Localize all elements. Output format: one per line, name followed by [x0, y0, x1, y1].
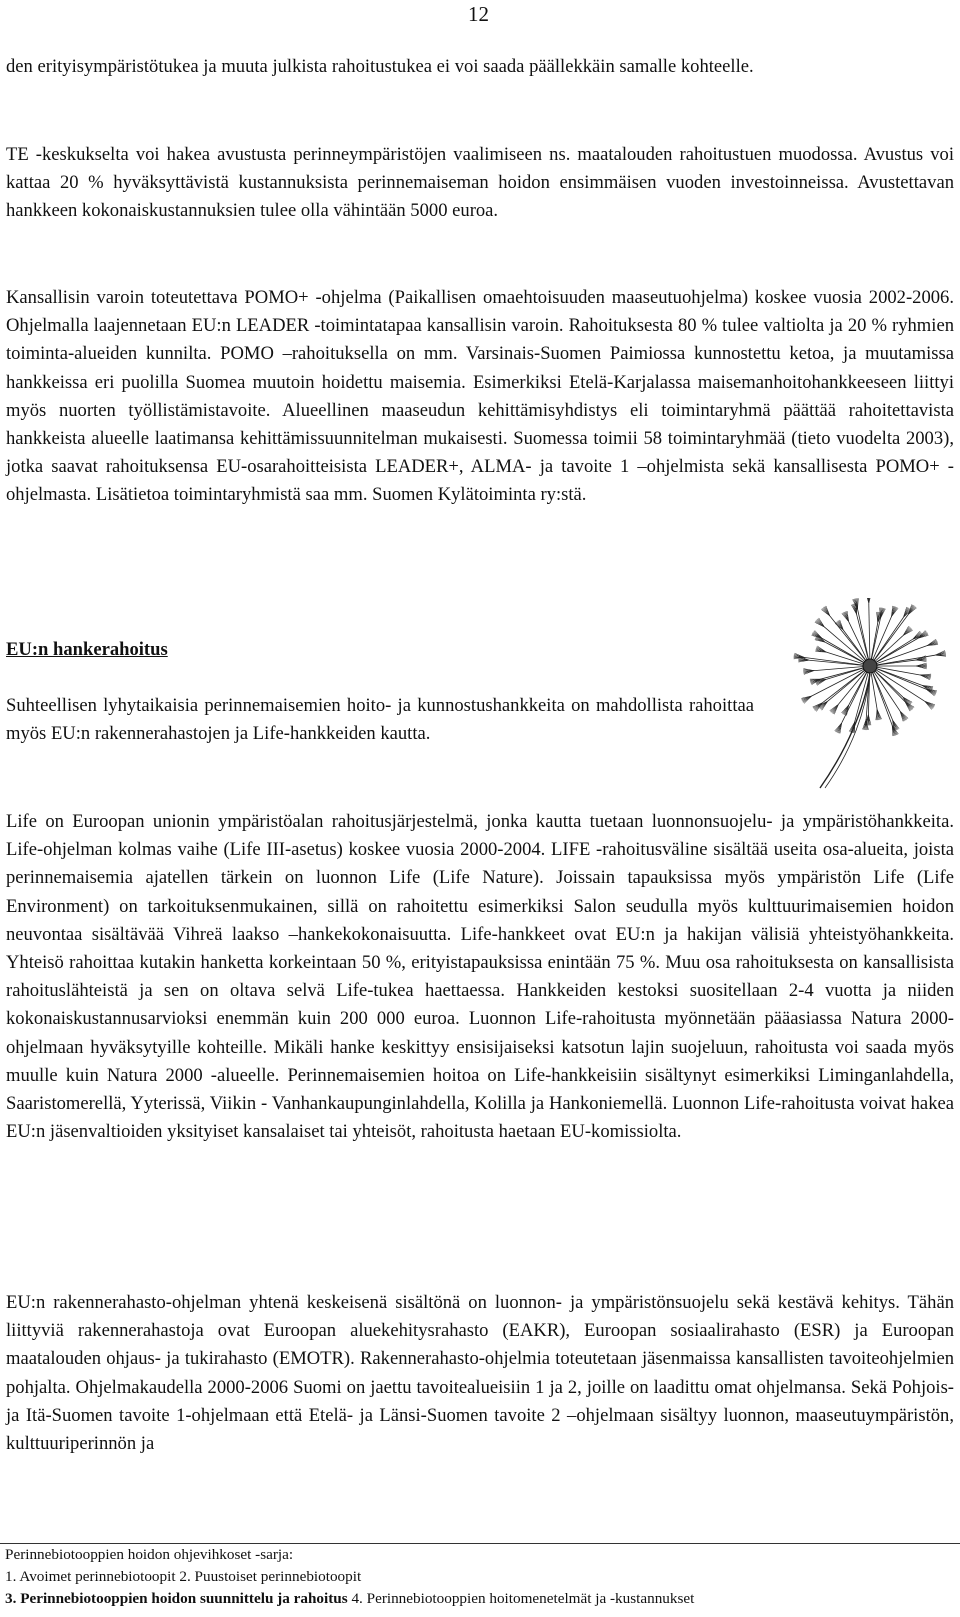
dandelion-illustration	[786, 598, 960, 790]
footer-series-list	[0, 1543, 960, 1610]
paragraph-intro: den erityisympäristötukea ja muuta julkista rahoitustukea ei voi saada päällekkäin samalle kohteelle.	[6, 56, 754, 77]
section-heading: EU:n hankerahoitus	[6, 639, 168, 660]
page-number: 12	[468, 2, 489, 26]
paragraph-te-keskus: TE -keskukselta voi hakea avustusta perinneympäristöjen vaalimiseen ns. maatalouden rahoitustuen muodossa. Avustus voi kattaa 20 % hyväksyttävistä kustannuksista perinnemaiseman hoidon ensimmäisen vuoden investoinneissa. Avustettavan hankkeen kokonaiskustannuksien tulee olla vähintään 5000 euroa.	[6, 144, 954, 222]
paragraph-life: Life on Euroopan unionin ympäristöalan rahoitusjärjestelmä, jonka kautta tuetaan luonnonsuojelu- ja ympäristöhankkeita. Life-ohjelman kolmas vaihe (Life III-asetus) koskee vuosia 2000-2004. LIFE -rahoitusväline sisältää useita osa-alueita, joista perinnemaisemia ajatellen tärkein on luonnon Life (Life Nature). Joissain tapauksissa myös ympäristön Life (Life Environment) on tarkoituksenmukainen, sillä on rahoitettu esimerkiksi Salon seudulla myös kulttuurimaisemien hoidon neuvontaa sisältävää Vihreä laakso –hankekokonaisuutta. Life-hankkeet ovat EU:n ja hakijan välisiä yhteistyöhankkeita. Yhteisö rahoittaa kutakin hanketta korkeintaan 50 %, erityistapauksissa enintään 75 %. Muu osa rahoituksesta on kansallisista rahoituslähteistä ja sen on oltava selvä Life-tukea haettaessa. Hankkeiden kestoksi suositellaan 2-4 vuotta ja niiden kokonaiskustannusarvioksi enemmän kuin 200 000 euroa. Luonnon Life-rahoitusta myönnetään pääasiassa Natura 2000-ohjelmaan hyväksytyille kohteille. Mikäli hanke keskittyy ensisijaiseksi katsotun lajin suojeluun, rahoitusta voi saada myös muulle kuin Natura 2000 -alueelle. Perinnemaisemien hoitoa on Life-hankkeisiin sisältynyt esimerkiksi Liminganlahdella, Saaristomerellä, Yyterissä, Viikin - Vanhankaupunginlahdella, Kolilla ja Hankoniemellä. Luonnon Life-rahoitusta voivat hakea EU:n jäsenvaltioiden yksityiset kansalaiset tai yhteisöt, rahoitusta haetaan EU-komissiolta.	[6, 811, 954, 1143]
paragraph-pomo: Kansallisin varoin toteutettava POMO+ -ohjelma (Paikallisen omaehtoisuuden maaseutuohjelma) koskee vuosia 2002-2006. Ohjelmalla laajennetaan EU:n LEADER -toimintatapaa kansallisin varoin. Rahoituksesta 80 % tulee valtiolta ja 20 % ryhmien toiminta-alueiden kunnilta. POMO –rahoituksella on mm. Varsinais-Suomen Paimiossa kunnostettu ketoa, ja muutamissa hankkeissa eri puolilla Suomea muutoin hoidettu maisemia. Esimerkiksi Etelä-Karjalassa maisemanhoitohankkeeseen liittyi myös nuorten työllistämistavoite. Alueellinen maaseudun kehittämisyhdistys eli toimintaryhmä päättää rahoitettavista hankkeista alueelle laatimansa kehittämissuunnitelman mukaisesti. Suomessa toimii 58 toimintaryhmää (tieto vuodelta 2003), jotka saavat rahoituksensa EU-osarahoitteisista LEADER+, ALMA- ja tavoite 1 –ohjelmista sekä kansallisesta POMO+ -ohjelmasta. Lisätietoa toimintaryhmistä saa mm. Suomen Kylätoiminta ry:stä.	[6, 287, 954, 506]
paragraph-eu-funding: Suhteellisen lyhytaikaisia perinnemaisemien hoito- ja kunnostushankkeita on mahdollista rahoittaa myös EU:n rakennerahastojen ja Life-hankkeiden kautta.	[6, 695, 754, 745]
footer-current-title: 3. Perinnebiotooppien hoidon suunnittelu ja rahoitus	[5, 1590, 348, 1607]
footer-line-3-rest: 4. Perinnebiotooppien hoitomenetelmät ja -kustannukset	[347, 1590, 695, 1607]
footer-series-title: Perinnebiotooppien hoidon ohjevihkoset -sarja:	[5, 1546, 294, 1563]
paragraph-structural-funds: EU:n rakennerahasto-ohjelman yhtenä keskeisenä sisältönä on luonnon- ja ympäristönsuojelu sekä kestävä kehitys. Tähän liittyviä rakennerahastoja ovat Euroopan aluekehitysrahasto (EAKR), Euroopan sosiaalirahasto (ESR) ja Euroopan maatalouden ohjaus- ja tukirahasto (EMOTR). Rakennerahasto-ohjelmia toteutetaan jäsenmaissa kansallisten tavoiteohjelmien pohjalta. Ohjelmakaudella 2000-2006 Suomi on jaettu tavoitealueisiin 1 ja 2, joille on laadittu omat ohjelmansa. Sekä Pohjois- ja Itä-Suomen tavoite 1-ohjelmaan että Etelä- ja Länsi-Suomen tavoite 2 –ohjelmaan sisältyy luonnon, maaseutuympäristön, kulttuuriperinnön ja	[6, 1292, 954, 1455]
footer-line-2: 1. Avoimet perinnebiotoopit 2. Puustoiset perinnebiotoopit	[5, 1568, 362, 1585]
footer-line-3	[5, 1588, 960, 1610]
